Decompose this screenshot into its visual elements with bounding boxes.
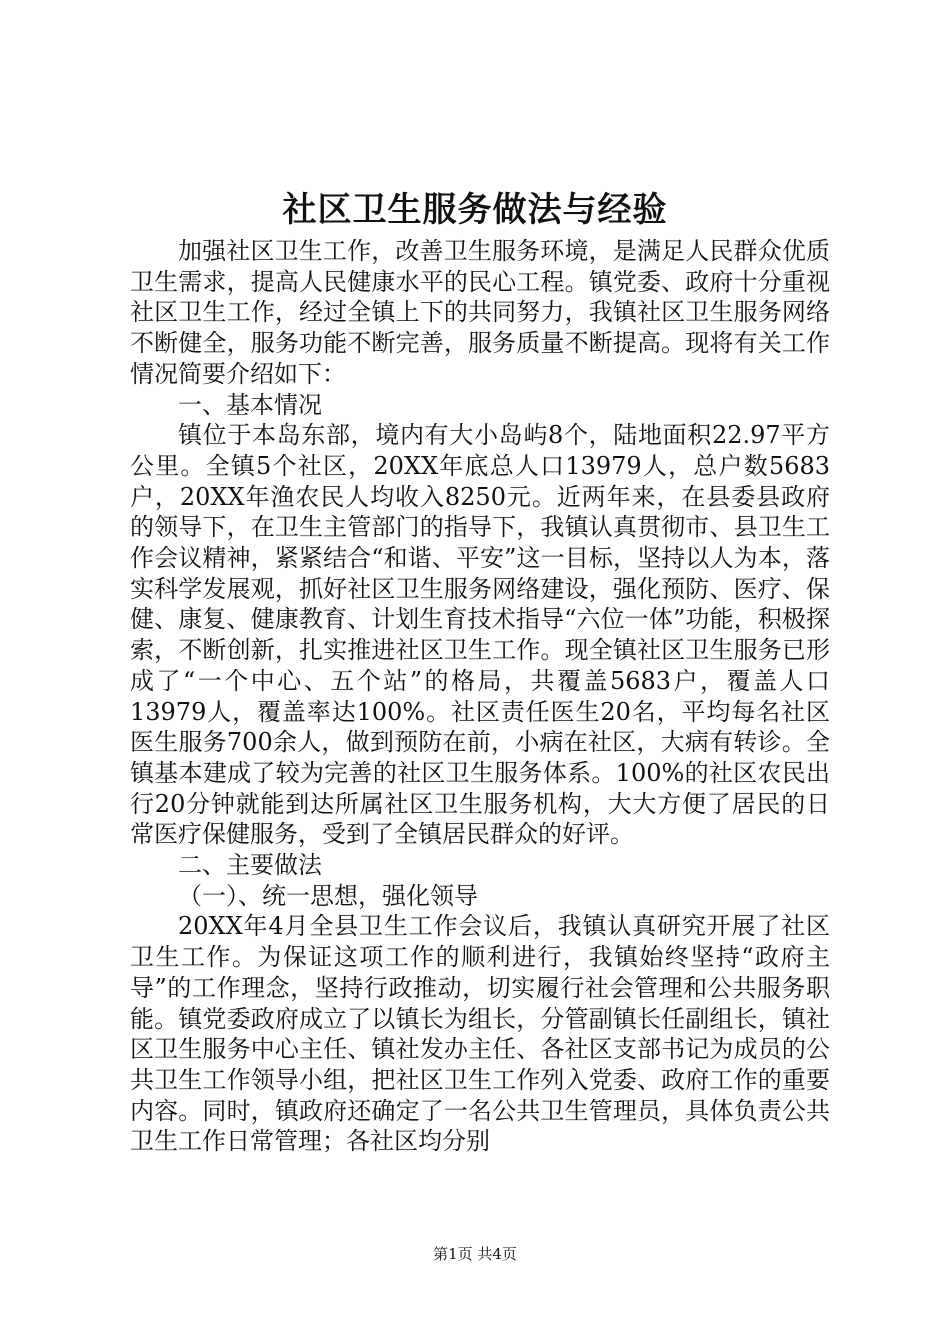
section-heading-main-practices: 二、主要做法 [178, 851, 322, 880]
section-heading-basic-situation: 一、基本情况 [178, 390, 322, 419]
document-body [130, 236, 830, 1157]
leadership-paragraph: 20XX年4月全县卫生工作会议后，我镇认真研究开展了社区卫生工作。为保证这项工作的顺利进行，我镇始终坚持“政府主导”的工作理念，坚持行政推动，切实履行社会管理和公共服务职能。镇党委政府成立了以镇长为组长，分管副镇长任副组长，镇社区卫生服务中心主任、镇社发办主任、各社区支部书记为成员的公共卫生工作领导小组，把社区卫生工作列入党委、政府工作的重要内容。同时，镇政府还确定了一名公共卫生管理员，具体负责公共卫生工作日常管理；各社区均分别 [130, 912, 830, 1156]
subsection-heading-leadership: （一）、统一思想，强化领导 [178, 881, 478, 910]
page-title: 社区卫生服务做法与经验 [282, 190, 668, 230]
page-footer: 第1页 共4页 [433, 1245, 517, 1263]
intro-paragraph: 加强社区卫生工作，改善卫生服务环境，是满足人民群众优质卫生需求，提高人民健康水平的民心工程。镇党委、政府十分重视社区卫生工作，经过全镇上下的共同努力，我镇社区卫生服务网络不断健全，服务功能不断完善，服务质量不断提高。现将有关工作情况简要介绍如下： [130, 237, 830, 388]
basic-situation-paragraph: 镇位于本岛东部，境内有大小岛屿8个，陆地面积22.97平方公里。全镇5个社区，20XX年底总人口13979人，总户数5683户，20XX年渔农民人均收入8250元。近两年来，在县委县政府的领导下，在卫生主管部门的指导下，我镇认真贯彻市、县卫生工作会议精神，紧紧结合“和谐、平安”这一目标，坚持以人为本，落实科学发展观，抓好社区卫生服务网络建设，强化预防、医疗、保健、康复、健康教育、计划生育技术指导“六位一体”功能，积极探索，不断创新，扎实推进社区卫生工作。现全镇社区卫生服务已形成了“一个中心、五个站”的格局，共覆盖5683户，覆盖人口13979人，覆盖率达100%。社区责任医生20名，平均每名社区医生服务700余人，做到预防在前，小病在社区，大病有转诊。全镇基本建成了较为完善的社区卫生服务体系。100%的社区农民出行20分钟就能到达所属社区卫生服务机构，大大方便了居民的日常医疗保健服务，受到了全镇居民群众的好评。 [130, 421, 830, 849]
